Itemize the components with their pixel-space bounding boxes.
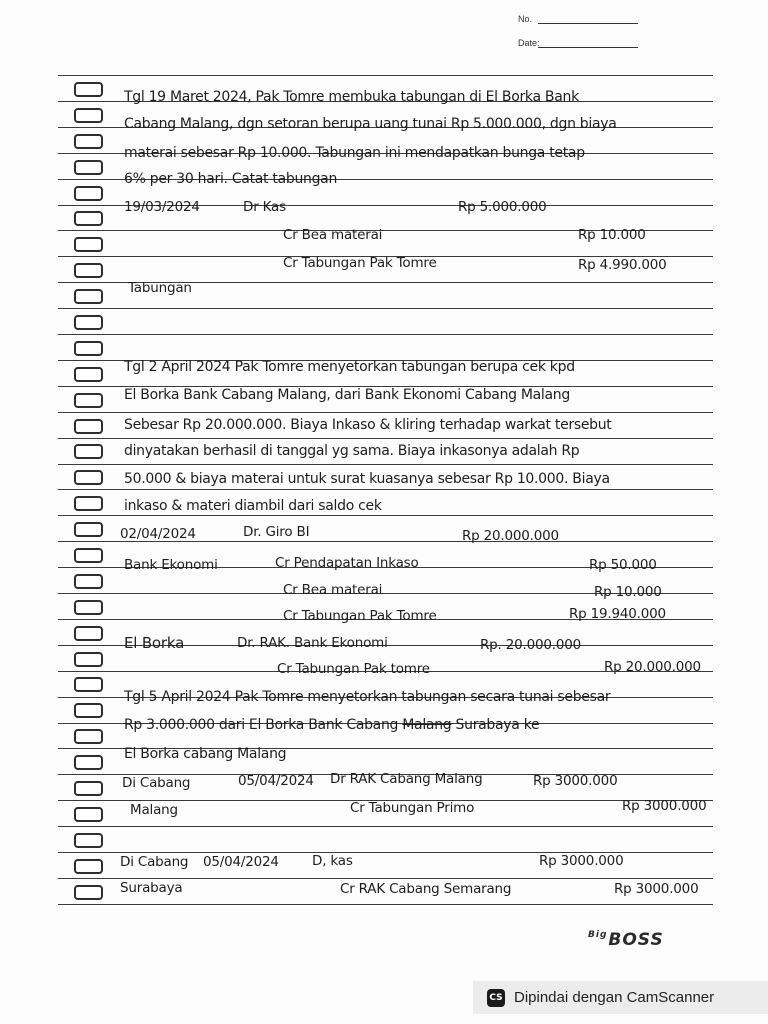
note-line: El Borka Bank Cabang Malang, dari Bank Ekonomi Cabang Malang — [124, 387, 570, 403]
binder-ring — [74, 703, 103, 718]
binder-rings — [74, 82, 106, 911]
journal-credit: Cr Bea materai — [283, 227, 383, 243]
journal-credit-amount: Rp 20.000.000 — [604, 659, 701, 675]
journal-side-note: Di Cabang — [122, 775, 191, 791]
ruled-line — [58, 904, 713, 905]
journal-credit-amount: Rp 3000.000 — [622, 798, 707, 814]
journal-credit: Cr Bea materai — [283, 582, 383, 598]
date-line — [538, 47, 638, 48]
note-line: materai sebesar Rp 10.000. Tabungan ini mendapatkan bunga tetap — [124, 145, 585, 161]
journal-credit: Cr RAK Cabang Semarang — [340, 881, 512, 897]
binder-ring — [74, 419, 103, 434]
binder-ring — [74, 600, 103, 615]
journal-debit: Dr RAK Cabang Malang — [330, 771, 483, 787]
journal-credit-amount: Rp 4.990.000 — [578, 257, 667, 273]
binder-ring — [74, 652, 103, 667]
binder-ring — [74, 833, 103, 848]
journal-debit-amount: Rp 3000.000 — [539, 853, 624, 869]
journal-date: 02/04/2024 — [120, 526, 196, 542]
journal-debit: D, kas — [312, 853, 353, 869]
binder-ring — [74, 341, 103, 356]
ruled-line — [58, 308, 713, 309]
journal-debit: Dr. Giro BI — [243, 524, 310, 540]
binder-ring — [74, 289, 103, 304]
binder-ring — [74, 755, 103, 770]
journal-credit: Cr Pendapatan Inkaso — [275, 555, 419, 571]
ruled-line — [58, 826, 713, 827]
note-line: Tgl 2 April 2024 Pak Tomre menyetorkan tabungan berupa cek kpd — [124, 359, 575, 375]
camscanner-watermark — [473, 981, 768, 1014]
note-line: Tgl 19 Maret 2024, Pak Tomre membuka tabungan di El Borka Bank — [124, 89, 579, 105]
journal-date: 19/03/2024 — [124, 199, 200, 215]
binder-ring — [74, 626, 103, 641]
journal-credit-amount: Rp 19.940.000 — [569, 606, 666, 622]
brand-logo: $^{Big}$BOSS — [588, 930, 664, 950]
binder-ring — [74, 444, 103, 459]
journal-credit: Cr Tabungan Pak tomre — [277, 661, 430, 677]
note-strikethrough-text: Malang — [402, 717, 452, 733]
binder-ring — [74, 186, 103, 201]
journal-credit: Cr Tabungan Primo — [350, 800, 475, 816]
journal-credit-amount: Rp 10.000 — [594, 584, 662, 600]
note-line: Tgl 5 April 2024 Pak Tomre menyetorkan tabungan secara tunai sebesar — [124, 689, 611, 705]
note-line: El Borka cabang Malang — [124, 746, 287, 762]
binder-ring — [74, 496, 103, 511]
journal-credit: Cr Tabungan Pak Tomre — [283, 255, 437, 271]
binder-ring — [74, 211, 103, 226]
binder-ring — [74, 237, 103, 252]
no-label: No. — [518, 14, 533, 24]
binder-ring — [74, 522, 103, 537]
ruled-line — [58, 334, 713, 335]
binder-ring — [74, 677, 103, 692]
journal-debit-amount: Rp 5.000.000 — [458, 199, 547, 215]
journal-side-note: Di Cabang — [120, 854, 189, 870]
camscanner-logo-icon: CS — [487, 989, 505, 1007]
journal-debit: Dr Kas — [243, 199, 286, 215]
journal-credit: Cr Tabungan Pak Tomre — [283, 608, 437, 624]
binder-ring — [74, 82, 103, 97]
binder-ring — [74, 574, 103, 589]
binder-ring — [74, 134, 103, 149]
binder-ring — [74, 859, 103, 874]
note-line — [124, 716, 714, 734]
note-line: dinyatakan berhasil di tanggal yg sama. Biaya inkasonya adalah Rp — [124, 443, 580, 459]
journal-credit-amount: Rp 3000.000 — [614, 881, 699, 897]
ruled-line — [58, 75, 713, 76]
journal-debit-amount: Rp 3000.000 — [533, 773, 618, 789]
binder-ring — [74, 108, 103, 123]
note-line: 50.000 & biaya materai untuk surat kuasanya sebesar Rp 10.000. Biaya — [124, 471, 610, 487]
note-line: Cabang Malang, dgn setoran berupa uang tunai Rp 5.000.000, dgn biaya — [124, 116, 617, 132]
date-label: Date: — [518, 38, 540, 48]
note-line: 6% per 30 hari. Catat tabungan — [124, 171, 338, 187]
journal-debit-amount: Rp 20.000.000 — [462, 528, 559, 544]
binder-ring — [74, 470, 103, 485]
camscanner-text: Dipindai dengan CamScanner — [514, 989, 715, 1006]
binder-ring — [74, 315, 103, 330]
journal-debit: Dr. RAK. Bank Ekonomi — [237, 635, 388, 651]
journal-side-note: Tabungan — [128, 280, 192, 296]
binder-ring — [74, 160, 103, 175]
journal-side-note: Malang — [130, 802, 178, 818]
journal-date: 05/04/2024 — [238, 773, 314, 789]
ruled-line — [58, 489, 713, 490]
journal-side-note: Bank Ekonomi — [124, 557, 218, 573]
note-line: Sebesar Rp 20.000.000. Biaya Inkaso & kliring terhadap warkat tersebut — [124, 417, 612, 433]
ruled-line — [58, 438, 713, 439]
ruled-line — [58, 515, 713, 516]
journal-date: 05/04/2024 — [203, 854, 279, 870]
binder-ring — [74, 781, 103, 796]
binder-ring — [74, 263, 103, 278]
no-line — [538, 23, 638, 24]
journal-side-note: El Borka — [124, 634, 185, 652]
note-text: Surabaya ke — [455, 717, 540, 733]
binder-ring — [74, 885, 103, 900]
note-text: Rp 3.000.000 dari El Borka Bank Cabang — [124, 717, 399, 733]
binder-ring — [74, 729, 103, 744]
journal-debit-amount: Rp. 20.000.000 — [480, 637, 582, 653]
binder-ring — [74, 367, 103, 382]
journal-credit-amount: Rp 10.000 — [578, 227, 646, 243]
note-line: inkaso & materi diambil dari saldo cek — [124, 498, 382, 514]
journal-side-note: Surabaya — [120, 880, 183, 896]
journal-credit-amount: Rp 50.000 — [589, 557, 657, 573]
ruled-line — [58, 464, 713, 465]
binder-ring — [74, 807, 103, 822]
binder-ring — [74, 548, 103, 563]
binder-ring — [74, 393, 103, 408]
ruled-line — [58, 412, 713, 413]
